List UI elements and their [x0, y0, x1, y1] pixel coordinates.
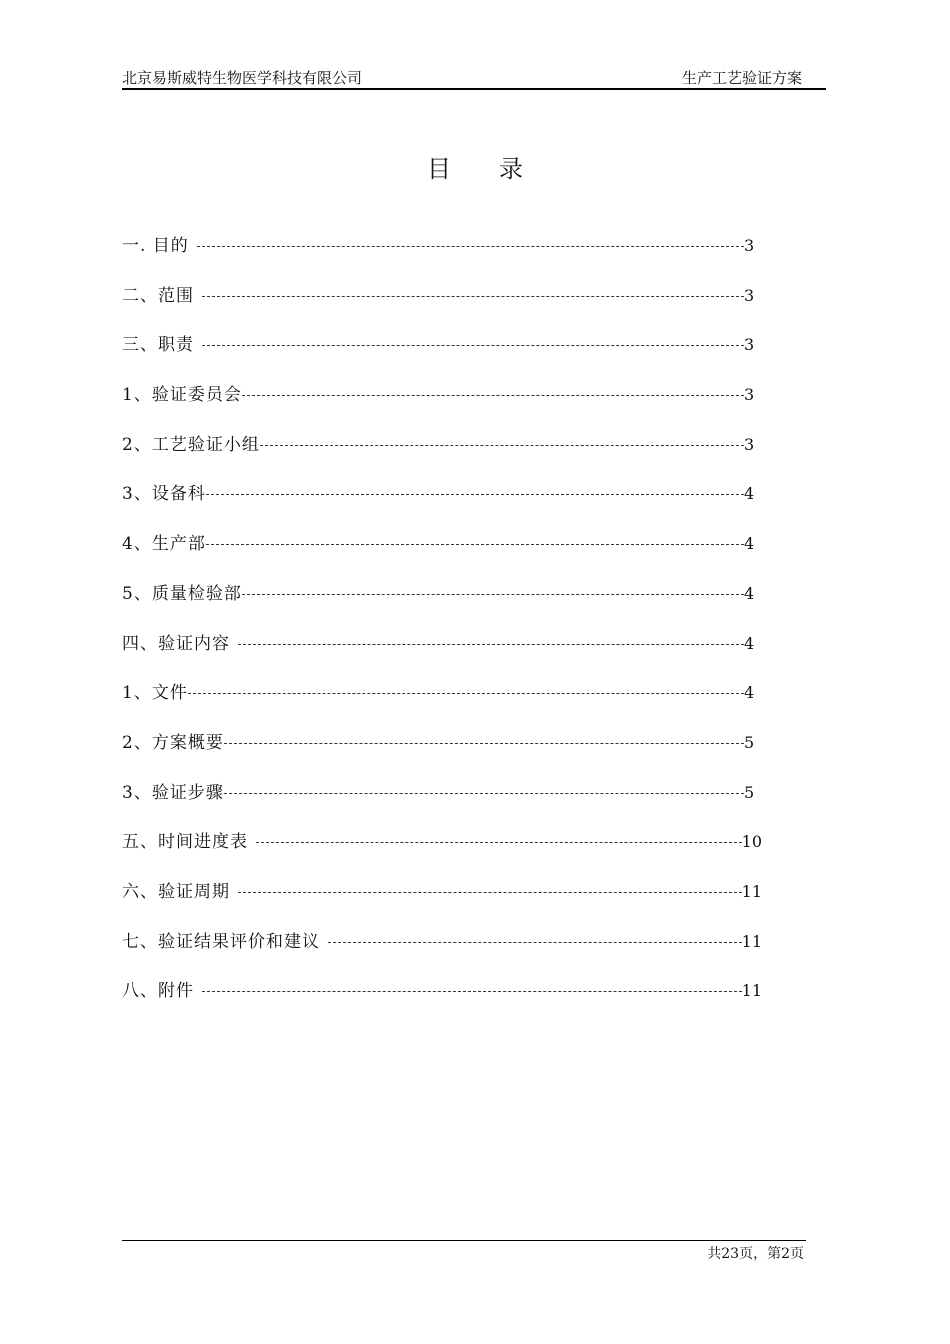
toc-entry-page: 5: [744, 782, 755, 802]
toc-entry-validation-cycle[interactable]: [122, 878, 762, 928]
table-of-contents: [122, 232, 762, 1027]
toc-entry-process-validation-team[interactable]: [122, 431, 762, 481]
document-title: 生产工艺验证方案: [681, 69, 802, 87]
toc-entry-results-evaluation[interactable]: [122, 928, 762, 978]
toc-entry-label: 4、生产部: [122, 534, 206, 555]
toc-entry-label: 四、验证内容: [122, 633, 230, 654]
toc-entry-equipment-dept[interactable]: [122, 480, 762, 530]
page-header: [122, 68, 826, 90]
toc-entry-production-dept[interactable]: [122, 530, 762, 580]
toc-entry-label: 二、范围: [122, 285, 194, 306]
toc-title-char-2: 录: [499, 155, 523, 183]
page-number: 共23页，第2页: [707, 1246, 804, 1262]
toc-entry-label: 六、验证周期: [122, 881, 230, 902]
toc-leader: [328, 942, 742, 944]
toc-entry-page: 11: [741, 981, 762, 1001]
toc-leader: [238, 644, 744, 646]
toc-leader: [242, 594, 744, 596]
toc-leader: [188, 693, 744, 695]
toc-entry-page: 5: [744, 732, 755, 752]
toc-entry-label: 2、方案概要: [122, 732, 224, 753]
toc-entry-validation-content[interactable]: [122, 630, 762, 680]
toc-entry-page: 3: [744, 285, 755, 305]
toc-entry-schedule[interactable]: [122, 828, 762, 878]
toc-entry-page: 11: [741, 931, 762, 951]
toc-entry-attachments[interactable]: [122, 977, 762, 1027]
toc-entry-label: 一. 目的: [122, 236, 189, 256]
toc-leader: [206, 494, 744, 496]
toc-entry-page: 3: [744, 335, 755, 355]
toc-leader: [202, 991, 742, 993]
toc-entry-page: 4: [744, 484, 755, 504]
toc-entry-label: 五、时间进度表: [122, 832, 248, 853]
toc-entry-label: 三、职责: [122, 335, 194, 356]
toc-entry-page: 4: [744, 583, 755, 603]
toc-entry-label: 2、工艺验证小组: [122, 434, 260, 455]
toc-entry-label: 八、附件: [122, 981, 194, 1002]
toc-entry-label: 1、验证委员会: [122, 385, 242, 406]
toc-entry-responsibilities[interactable]: [122, 331, 762, 381]
toc-title-char-1: 目: [427, 155, 451, 183]
toc-entry-page: 4: [744, 683, 755, 703]
toc-entry-page: 11: [741, 881, 762, 901]
toc-title: [0, 154, 950, 184]
toc-entry-scope[interactable]: [122, 282, 762, 332]
toc-entry-label: 1、文件: [122, 683, 188, 704]
footer-divider: [122, 1240, 806, 1241]
toc-entry-label: 七、验证结果评价和建议: [122, 931, 320, 952]
toc-entry-quality-dept[interactable]: [122, 580, 762, 630]
toc-entry-documents[interactable]: [122, 679, 762, 729]
toc-leader: [260, 445, 744, 447]
toc-entry-validation-committee[interactable]: [122, 381, 762, 431]
toc-entry-label: 3、验证步骤: [122, 782, 224, 803]
toc-leader: [202, 296, 744, 298]
toc-entry-page: 3: [744, 434, 755, 454]
toc-leader: [206, 544, 744, 546]
toc-entry-label: 3、设备科: [122, 484, 206, 505]
toc-entry-page: 4: [744, 534, 755, 554]
toc-entry-page: 10: [741, 832, 762, 852]
toc-entry-page: 3: [744, 236, 755, 255]
toc-entry-page: 4: [744, 633, 755, 653]
toc-entry-plan-summary[interactable]: [122, 729, 762, 779]
toc-entry-validation-steps[interactable]: [122, 779, 762, 829]
toc-entry-purpose[interactable]: [122, 232, 762, 282]
company-name: 北京易斯威特生物医学科技有限公司: [122, 69, 363, 87]
toc-leader: [224, 793, 744, 795]
toc-leader: [242, 395, 744, 397]
toc-leader: [197, 246, 744, 248]
toc-leader: [238, 892, 742, 894]
toc-entry-label: 5、质量检验部: [122, 583, 242, 604]
toc-leader: [202, 345, 744, 347]
toc-leader: [224, 743, 744, 745]
toc-leader: [256, 842, 742, 844]
toc-entry-page: 3: [744, 385, 755, 405]
